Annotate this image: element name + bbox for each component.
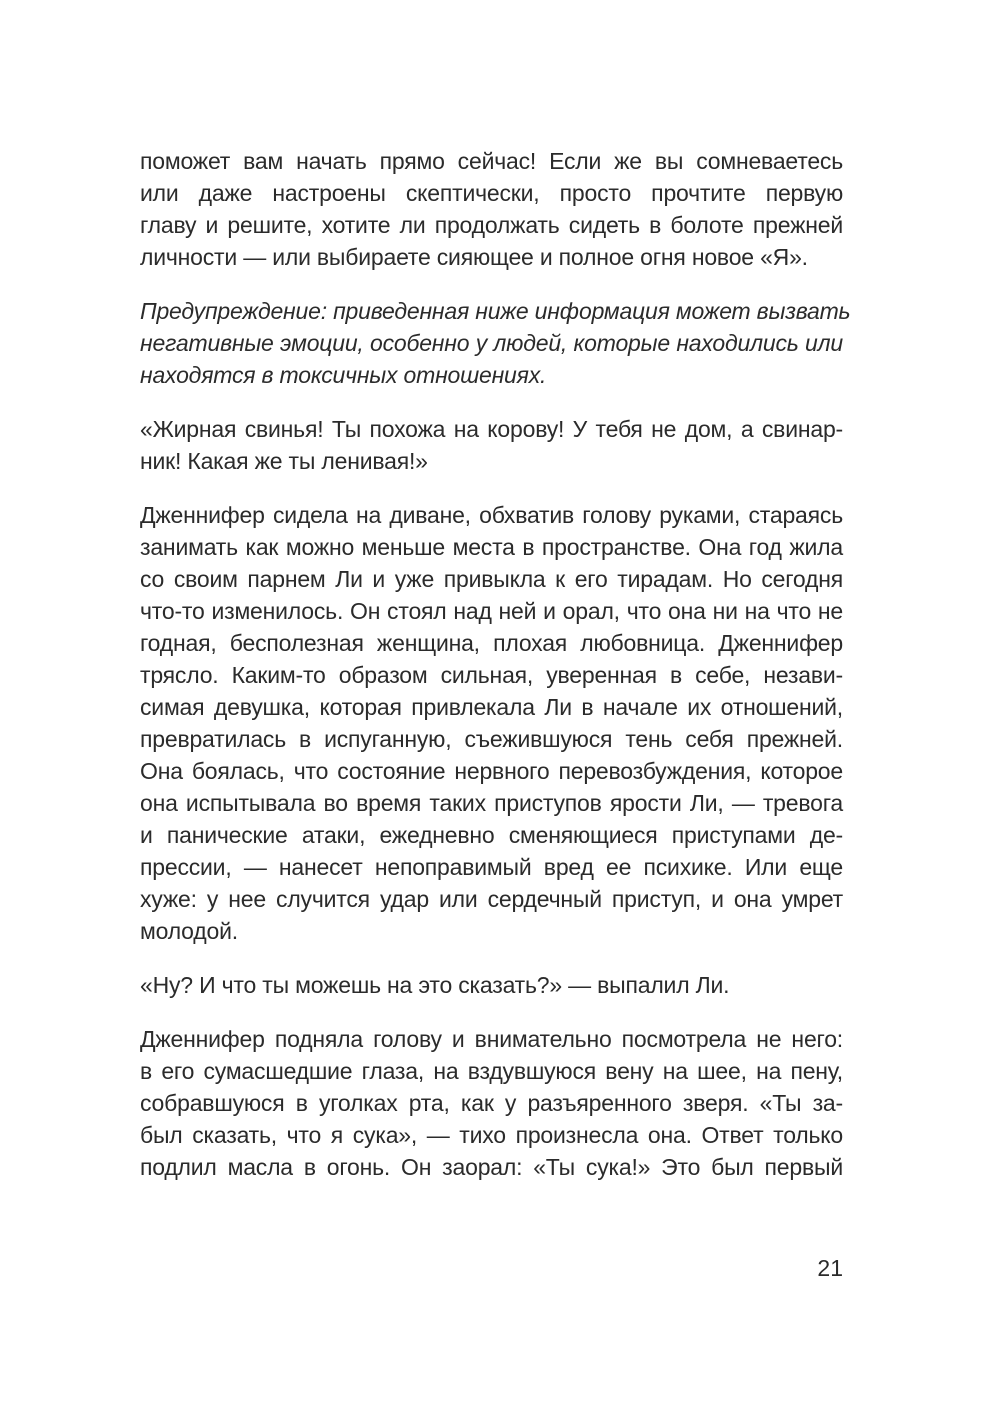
text-line: Она боялась, что состояние нервного перевозбуждения, которое [140,758,843,784]
text-line: занимать как можно меньше места в пространстве. Она год жила [140,534,843,560]
text-line: был сказать, что я сука», — тихо произнесла она. Ответ только [140,1122,843,1148]
text-line: Дженнифер сидела на диване, обхватив голову руками, стараясь [140,502,843,528]
text-line: со своим парнем Ли и уже привыкла к его тирадам. Но сегодня [140,566,843,592]
paragraph-warning [140,295,851,391]
paragraph-jennifer-story [140,499,843,947]
text-line: «Ну? И что ты можешь на это сказать?» — выпалил Ли. [140,972,730,998]
paragraph-quote-lee [140,969,843,1001]
paragraph-jennifer-reply [140,1023,843,1183]
text-line: Предупреждение: приведенная ниже информация может вызвать [140,298,851,324]
text-line: трясло. Каким-то образом сильная, уверенная в себе, незави- [140,662,843,688]
text-line: молодой. [140,918,238,944]
text-line: что-то изменилось. Он стоял над ней и орал, что она ни на что не [140,598,843,624]
text-line: главу и решите, хотите ли продолжать сидеть в болоте прежней [140,212,843,238]
text-line: и панические атаки, ежедневно сменяющиеся приступами де- [140,822,843,848]
paragraph-quote-insult [140,413,843,477]
text-line: собравшуюся в уголках рта, как у разъяренного зверя. «Ты за- [140,1090,843,1116]
page-body [140,145,851,1205]
text-line: превратилась в испуганную, съежившуюся тень себя прежней. [140,726,843,752]
text-line: поможет вам начать прямо сейчас! Если же вы сомневаетесь [140,148,843,174]
text-line: Дженнифер подняла голову и внимательно посмотрела не него: [140,1026,843,1052]
text-line: симая девушка, которая привлекала Ли в начале их отношений, [140,694,843,720]
paragraph-intro-end [140,145,843,273]
text-line: хуже: у нее случится удар или сердечный приступ, и она умрет [140,886,843,912]
text-line: или даже настроены скептически, просто прочтите первую [140,180,843,206]
text-line: годная, бесполезная женщина, плохая любовница. Дженнифер [140,630,843,656]
text-line: «Жирная свинья! Ты похожа на корову! У тебя не дом, а свинар- [140,416,843,442]
text-line: личности — или выбираете сияющее и полное огня новое «Я». [140,244,808,270]
text-line: ник! Какая же ты ленивая!» [140,448,428,474]
text-line: подлил масла в огонь. Он заорал: «Ты сука!» Это был первый [140,1154,843,1180]
text-line: негативные эмоции, особенно у людей, которые находились или [140,330,843,356]
text-line: в его сумасшедшие глаза, на вздувшуюся вену на шее, на пену, [140,1058,843,1084]
text-line: она испытывала во время таких приступов ярости Ли, — тревога [140,790,843,816]
text-line: прессии, — нанесет непоправимый вред ее психике. Или еще [140,854,843,880]
page-number: 21 [817,1255,843,1281]
text-line: находятся в токсичных отношениях. [140,362,547,388]
